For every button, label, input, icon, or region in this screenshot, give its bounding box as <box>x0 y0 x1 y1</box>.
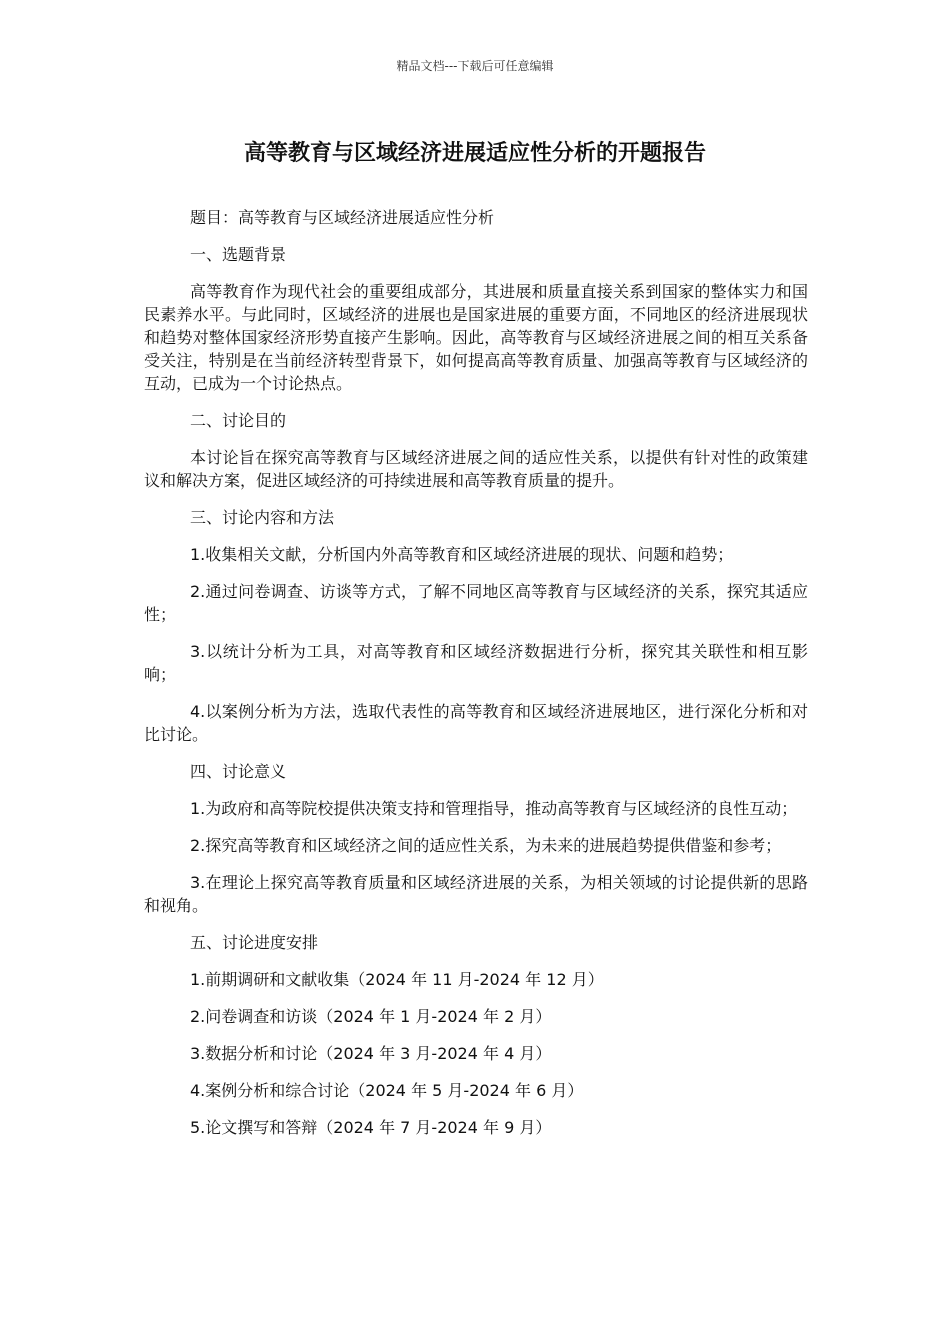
background-paragraph: 高等教育作为现代社会的重要组成部分，其进展和质量直接关系到国家的整体实力和国民素养水平。与此同时，区域经济的进展也是国家进展的重要方面，不同地区的经济进展现状和趋势对整体国家经济形势直接产生影响。因此，高等教育与区域经济进展之间的相互关系备受关注，特别是在当前经济转型背景下，如何提高高等教育质量、加强高等教育与区域经济的互动，已成为一个讨论热点。 <box>144 282 808 393</box>
document-title: 高等教育与区域经济进展适应性分析的开题报告 <box>243 141 706 166</box>
purpose-paragraph: 本讨论旨在探究高等教育与区域经济进展之间的适应性关系，以提供有针对性的政策建议和解决方案，促进区域经济的可持续进展和高等教育质量的提升。 <box>144 448 808 490</box>
section-heading-schedule: 五、讨论进度安排 <box>190 933 319 952</box>
section-heading-purpose: 二、讨论目的 <box>190 411 287 430</box>
header-note: 精品文档---下载后可任意编辑 <box>396 59 554 73</box>
content-item: 3.以统计分析为工具，对高等教育和区域经济数据进行分析，探究其关联性和相互影响； <box>144 642 808 684</box>
schedule-item: 2.问卷调查和访谈（2024 年 1 月-2024 年 2 月） <box>190 1007 552 1026</box>
section-heading-background: 一、选题背景 <box>190 245 287 264</box>
topic-line: 题目：高等教育与区域经济进展适应性分析 <box>190 208 495 227</box>
content-item: 1.收集相关文献，分析国内外高等教育和区域经济进展的现状、问题和趋势； <box>190 545 734 564</box>
significance-item: 3.在理论上探究高等教育质量和区域经济进展的关系，为相关领域的讨论提供新的思路和视角。 <box>144 873 808 915</box>
section-heading-content-methods: 三、讨论内容和方法 <box>190 508 335 527</box>
content-item: 4.以案例分析为方法，选取代表性的高等教育和区域经济进展地区，进行深化分析和对比讨论。 <box>144 702 808 744</box>
schedule-item: 5.论文撰写和答辩（2024 年 7 月-2024 年 9 月） <box>190 1118 552 1137</box>
schedule-item: 1.前期调研和文献收集（2024 年 11 月-2024 年 12 月） <box>190 970 604 989</box>
document-body <box>144 206 808 1153</box>
schedule-item: 4.案例分析和综合讨论（2024 年 5 月-2024 年 6 月） <box>190 1081 584 1100</box>
significance-item: 2.探究高等教育和区域经济之间的适应性关系，为未来的进展趋势提供借鉴和参考； <box>190 836 782 855</box>
section-heading-significance: 四、讨论意义 <box>190 762 287 781</box>
content-item: 2.通过问卷调查、访谈等方式，了解不同地区高等教育与区域经济的关系，探究其适应性； <box>144 582 808 624</box>
significance-item: 1.为政府和高等院校提供决策支持和管理指导，推动高等教育与区域经济的良性互动； <box>190 799 798 818</box>
schedule-item: 3.数据分析和讨论（2024 年 3 月-2024 年 4 月） <box>190 1044 552 1063</box>
